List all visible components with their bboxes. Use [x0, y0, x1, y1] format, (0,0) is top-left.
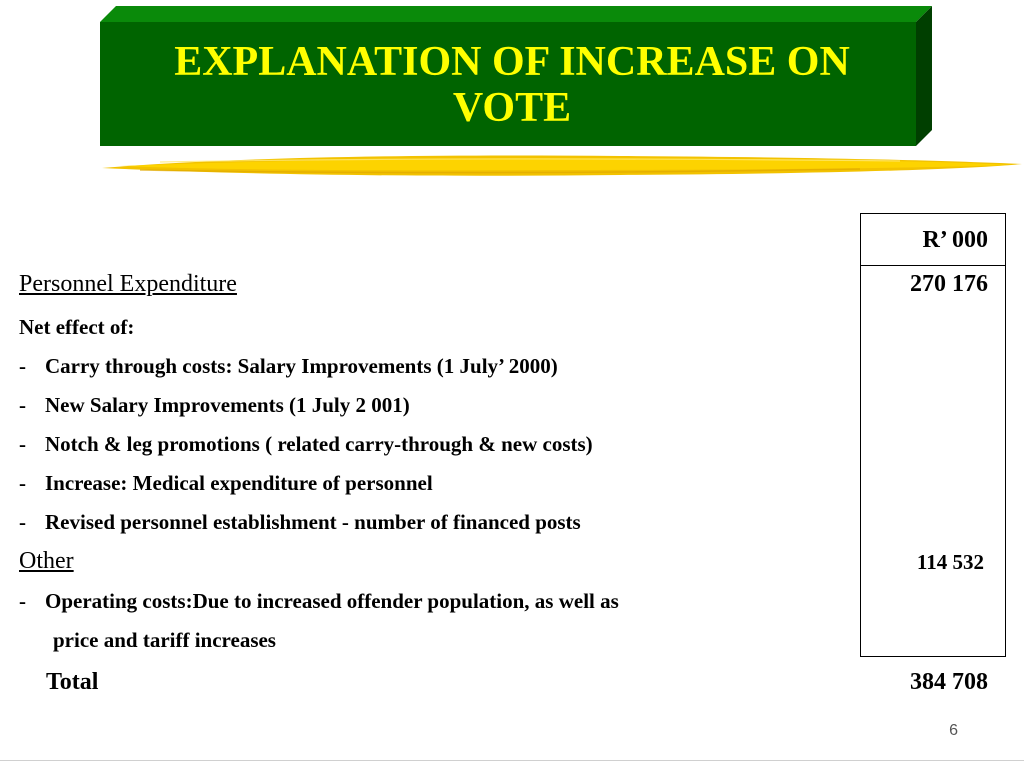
net-effect-label: Net effect of:	[19, 315, 135, 339]
list-item-continuation: price and tariff increases	[53, 628, 276, 652]
list-item	[19, 470, 433, 496]
bullet-dash: -	[19, 589, 26, 613]
list-item	[19, 353, 558, 379]
list-item-text: Revised personnel establishment - number of financed posts	[45, 510, 581, 534]
total-amount: 384 708	[910, 669, 988, 695]
other-amount: 114 532	[916, 550, 984, 574]
page-number: 6	[949, 722, 958, 739]
bullet-dash: -	[19, 510, 26, 534]
total-label: Total	[46, 669, 99, 695]
personnel-amount: 270 176	[910, 271, 988, 297]
list-item	[19, 588, 619, 614]
list-item	[19, 392, 410, 418]
list-item-text: Operating costs:Due to increased offender population, as well as	[45, 589, 619, 613]
list-item-text: Increase: Medical expenditure of personnel	[45, 471, 433, 495]
other-heading: Other	[19, 548, 74, 574]
title-line-2: VOTE	[452, 85, 572, 131]
bullet-dash: -	[19, 393, 26, 417]
amount-header-divider	[860, 265, 1006, 266]
bullet-dash: -	[19, 471, 26, 495]
list-item-text: Carry through costs: Salary Improvements (1 July’ 2000)	[45, 354, 558, 378]
brush-stroke-decoration	[100, 148, 1024, 184]
page-title	[112, 39, 912, 131]
bottom-divider	[0, 760, 1024, 761]
title-banner	[100, 6, 932, 146]
bullet-dash: -	[19, 432, 26, 456]
bullet-dash: -	[19, 354, 26, 378]
personnel-heading: Personnel Expenditure	[19, 271, 237, 297]
title-line-1: EXPLANATION OF INCREASE ON	[174, 39, 850, 85]
unit-header: R’ 000	[922, 227, 988, 253]
list-item-text: Notch & leg promotions ( related carry-through & new costs)	[45, 432, 593, 456]
list-item-text: New Salary Improvements (1 July 2 001)	[45, 393, 410, 417]
list-item	[19, 509, 581, 535]
list-item	[19, 431, 593, 457]
